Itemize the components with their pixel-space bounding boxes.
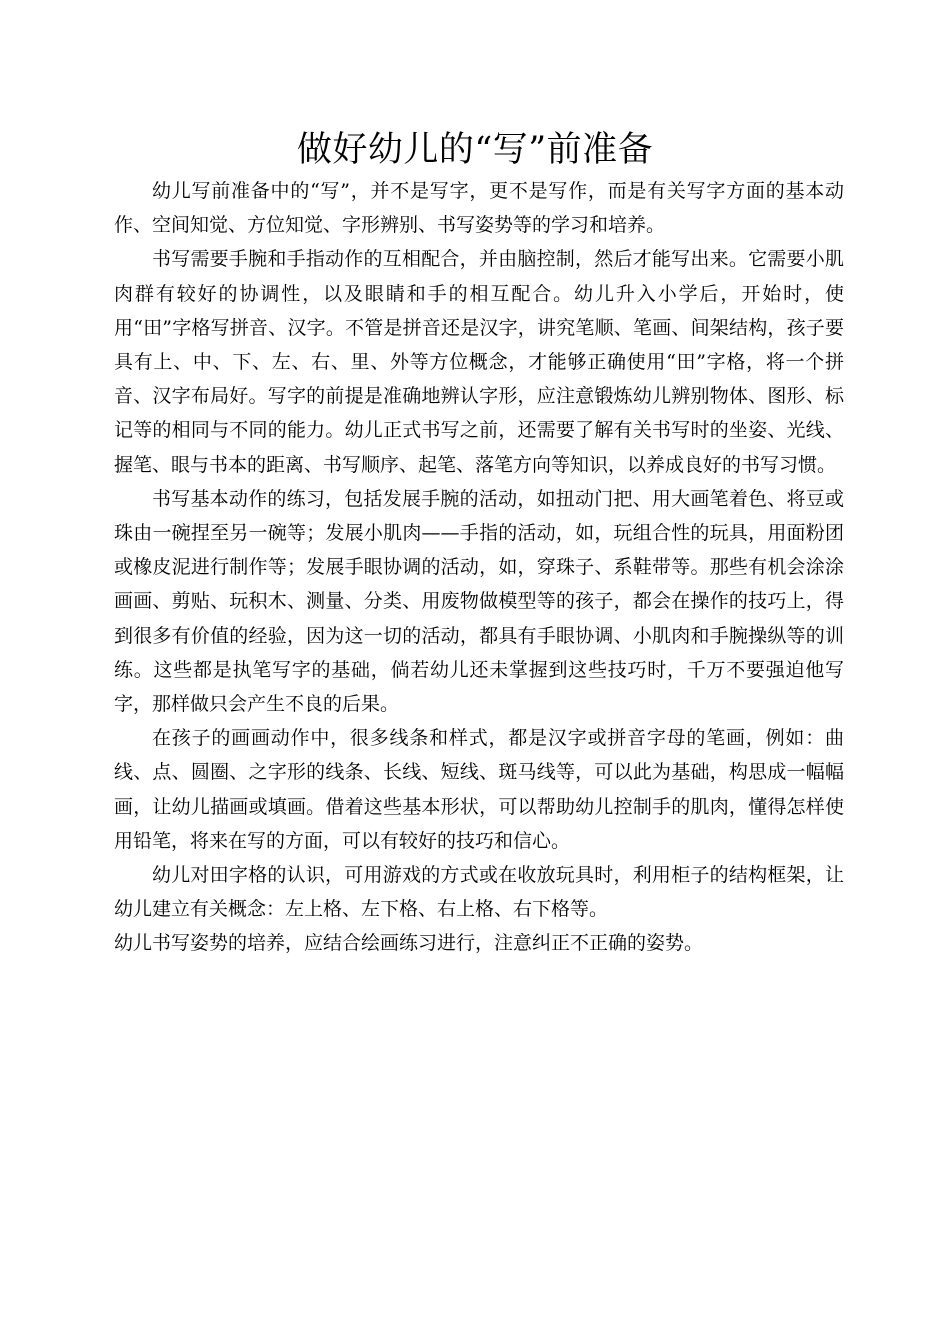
paragraph-writing-posture: 幼儿书写姿势的培养，应结合绘画练习进行，注意纠正不正确的姿势。 (114, 932, 704, 955)
document-title: 做好幼儿的“写”前准备 (296, 130, 654, 170)
document-body (114, 174, 844, 961)
paragraph-writing-coordination: 书写需要手腕和手指动作的互相配合，并由脑控制，然后才能写出来。它需要小肌肉群有较好的协调性，以及眼睛和手的相互配合。幼儿升入小学后，开始时，使用“田”字格写拼音、汉字。不管是拼音还是汉字，讲究笔顺、笔画、间架结构，孩子要具有上、中、下、左、右、里、外等方位概念，才能够正确使用“田”字格，将一个拼音、汉字布局好。写字的前提是准确地辨认字形，应注意锻炼幼儿辨别物体、图形、标记等的相同与不同的能力。幼儿正式书写之前，还需要了解有关书写时的坐姿、光线、握笔、眼与书本的距离、书写顺序、起笔、落笔方向等知识，以养成良好的书写习惯。 (114, 248, 844, 476)
paragraph-grid-recognition: 幼儿对田字格的认识，可用游戏的方式或在收放玩具时，利用柜子的结构框架，让幼儿建立有关概念：左上格、左下格、右上格、右下格等。 (114, 864, 844, 921)
paragraph-basic-movements: 书写基本动作的练习，包括发展手腕的活动，如扭动门把、用大画笔着色、将豆或珠由一碗捏至另一碗等；发展小肌肉——手指的活动，如，玩组合性的玩具，用面粉团或橡皮泥进行制作等；发展手眼协调的活动，如，穿珠子、系鞋带等。那些有机会涂涂画画、剪贴、玩积木、测量、分类、用废物做模型等的孩子，都会在操作的技巧上，得到很多有价值的经验，因为这一切的活动，都具有手眼协调、小肌肉和手腕操纵等的训练。这些都是执笔写字的基础，倘若幼儿还未掌握到这些技巧时，千万不要强迫他写字，那样做只会产生不良的后果。 (114, 487, 844, 716)
paragraph-intro: 幼儿写前准备中的“写”，并不是写字，更不是写作，而是有关写字方面的基本动作、空间知觉、方位知觉、字形辨别、书写姿势等的学习和培养。 (114, 180, 844, 237)
paragraph-drawing-lines: 在孩子的画画动作中，很多线条和样式，都是汉字或拼音字母的笔画，例如：曲线、点、圆圈、之字形的线条、长线、短线、斑马线等，可以此为基础，构思成一幅幅画，让幼儿描画或填画。借着这些基本形状，可以帮助幼儿控制手的肌肉，懂得怎样使用铅笔，将来在写的方面，可以有较好的技巧和信心。 (114, 727, 844, 852)
